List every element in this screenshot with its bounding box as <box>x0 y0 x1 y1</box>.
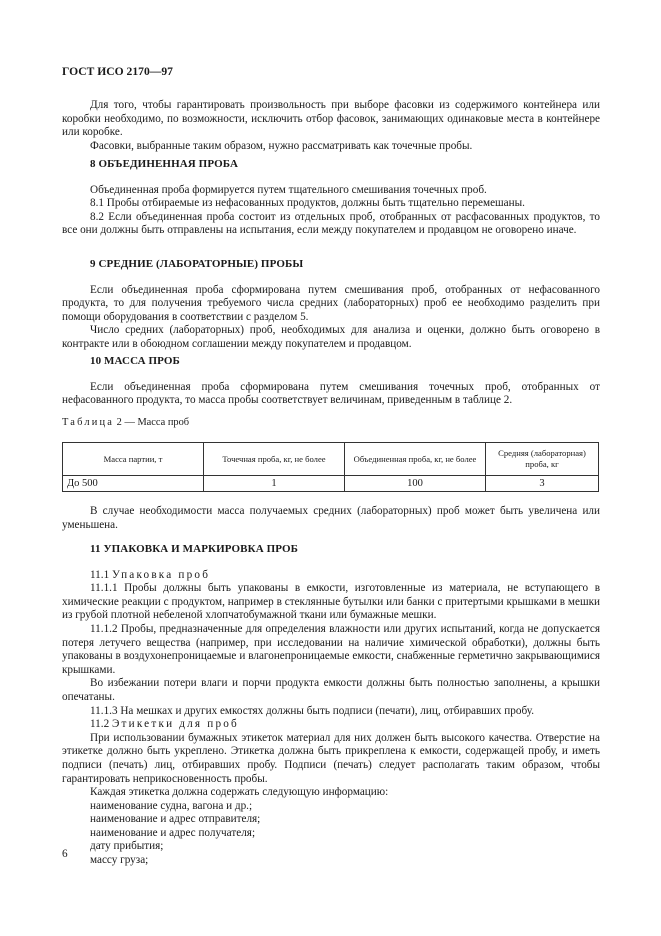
table-header-cell: Масса партии, т <box>63 443 204 476</box>
section-heading: 9 СРЕДНИЕ (ЛАБОРАТОРНЫЕ) ПРОБЫ <box>90 258 304 270</box>
subsection-title: Этикетки для проб <box>111 718 239 731</box>
section-11 <box>62 543 600 868</box>
list-item: наименование и адрес получателя; <box>90 826 256 839</box>
table-header-cell: Точечная проба, кг, не более <box>204 443 345 476</box>
table-header-row <box>63 443 599 476</box>
paragraph: Если объединенная проба сформирована путем смешивания точечных проб, отобранных от нефасованного продукта, то масса пробы соответствует величинам, приведенным в таблице 2. <box>62 380 600 407</box>
paragraph: Для того, чтобы гарантировать произвольность при выборе фасовки из содержимого контейнера или коробки необходимо, по возможности, исключить отбор фасовок, занимающих одинаковые места в контейнере или коробке. <box>62 99 600 139</box>
subsection-heading <box>62 569 600 583</box>
paragraph: Фасовки, выбранные таким образом, нужно рассматривать как точечные пробы. <box>90 139 473 152</box>
subsection-title: Упаковка проб <box>111 568 211 581</box>
subsection-number: 11.2 <box>90 718 110 731</box>
list-item: наименование судна, вагона и др.; <box>90 799 253 812</box>
paragraph: 11.1.2 Пробы, предназначенные для определения влажности или других испытаний, когда не допускается потеря летучего вещества (например, при исследовании на наличие химической обработки), должны быть упакованы в воздухонепроницаемые и влагонепроницаемые емкости, снабженные герметично закрывающимися крышками. <box>62 622 600 676</box>
list-item: наименование и адрес отправителя; <box>90 813 261 826</box>
paragraph: 8.1 Пробы отбираемые из нефасованных продуктов, должны быть тщательно перемешаны. <box>90 197 525 210</box>
section-heading: 10 МАССА ПРОБ <box>90 355 180 367</box>
table-caption-label: Таблица <box>62 417 115 428</box>
paragraph: Объединенная проба формируется путем тщательного смешивания точечных проб. <box>90 183 487 196</box>
section-10 <box>62 355 600 408</box>
section-9 <box>62 258 600 352</box>
paragraph: Число средних (лабораторных) проб, необходимых для анализа и оценки, должно быть оговорено в контракте или в обоюдном соглашении между покупателем и продавцом. <box>62 324 600 350</box>
intro-block <box>62 99 600 153</box>
paragraph: Во избежании потери влаги и порчи продукта емкости должны быть полностью заполнены, а крышки опечатаны. <box>62 677 600 703</box>
paragraph: При использовании бумажных этикеток материал для них должен быть высокого качества. Отверстие на этикетке должно быть укреплено. Этикетка должна быть прикреплена к емкости, содержащей пробу, и иметь подписи (печать) лиц, отбиравших пробу. Подписи (печать) следует располагать таким образом, чтобы гарантировать неприкосновенность пробы. <box>62 731 600 785</box>
table-cell: 3 <box>486 476 599 492</box>
mass-table <box>62 442 599 492</box>
paragraph: Каждая этикетка должна содержать следующую информацию: <box>90 786 389 799</box>
table-cell: 100 <box>345 476 486 492</box>
document-header: ГОСТ ИСО 2170—97 <box>62 65 173 78</box>
table-caption-text: 2 — Масса проб <box>116 417 190 428</box>
table-cell: До 500 <box>63 476 204 492</box>
paragraph: 11.1.3 На мешках и других емкостях должны быть подписи (печати), лиц, отбиравших пробу. <box>90 704 535 717</box>
table-caption <box>62 416 189 430</box>
table-cell: 1 <box>204 476 345 492</box>
page-number: 6 <box>62 848 68 860</box>
paragraph: В случае необходимости масса получаемых средних (лабораторных) проб может быть увеличена или уменьшена. <box>62 505 600 531</box>
table-header-cell: Объединенная проба, кг, не более <box>345 443 486 476</box>
list-item: массу груза; <box>90 854 149 867</box>
paragraph: 11.1.1 Пробы должны быть упакованы в емкости, изготовленные из материала, не вступающего в химические реакции с продуктом, например в стеклянные бутылки или банки с притертыми крышками в мешки из грубой плотной небеленой хлопчатобумажной ткани или бумажные мешки. <box>62 582 600 622</box>
paragraph: Если объединенная проба сформирована путем смешивания проб, отобранных от нефасованного продукта, то для получения требуемого числа средних (лабораторных) проб ее необходимо разделить при помощи оборудования в соответствии с разделом 5. <box>62 283 600 323</box>
subsection-heading <box>62 718 600 732</box>
table-header-cell: Средняя (лабораторная) проба, кг <box>486 443 599 476</box>
list-item: дату прибытия; <box>90 840 164 853</box>
section-8 <box>62 158 600 238</box>
table-row <box>63 476 599 492</box>
section-heading: 8 ОБЪЕДИНЕННАЯ ПРОБА <box>90 158 239 170</box>
section-heading: 11 УПАКОВКА И МАРКИРОВКА ПРОБ <box>90 543 299 555</box>
paragraph: 8.2 Если объединенная проба состоит из отдельных проб, отобранных от расфасованных продуктов, то все они должны быть отправлены на испытания, если между покупателем и продавцом не оговорено иначе. <box>62 210 600 237</box>
after-table-block <box>62 505 600 532</box>
subsection-number: 11.1 <box>90 568 110 581</box>
